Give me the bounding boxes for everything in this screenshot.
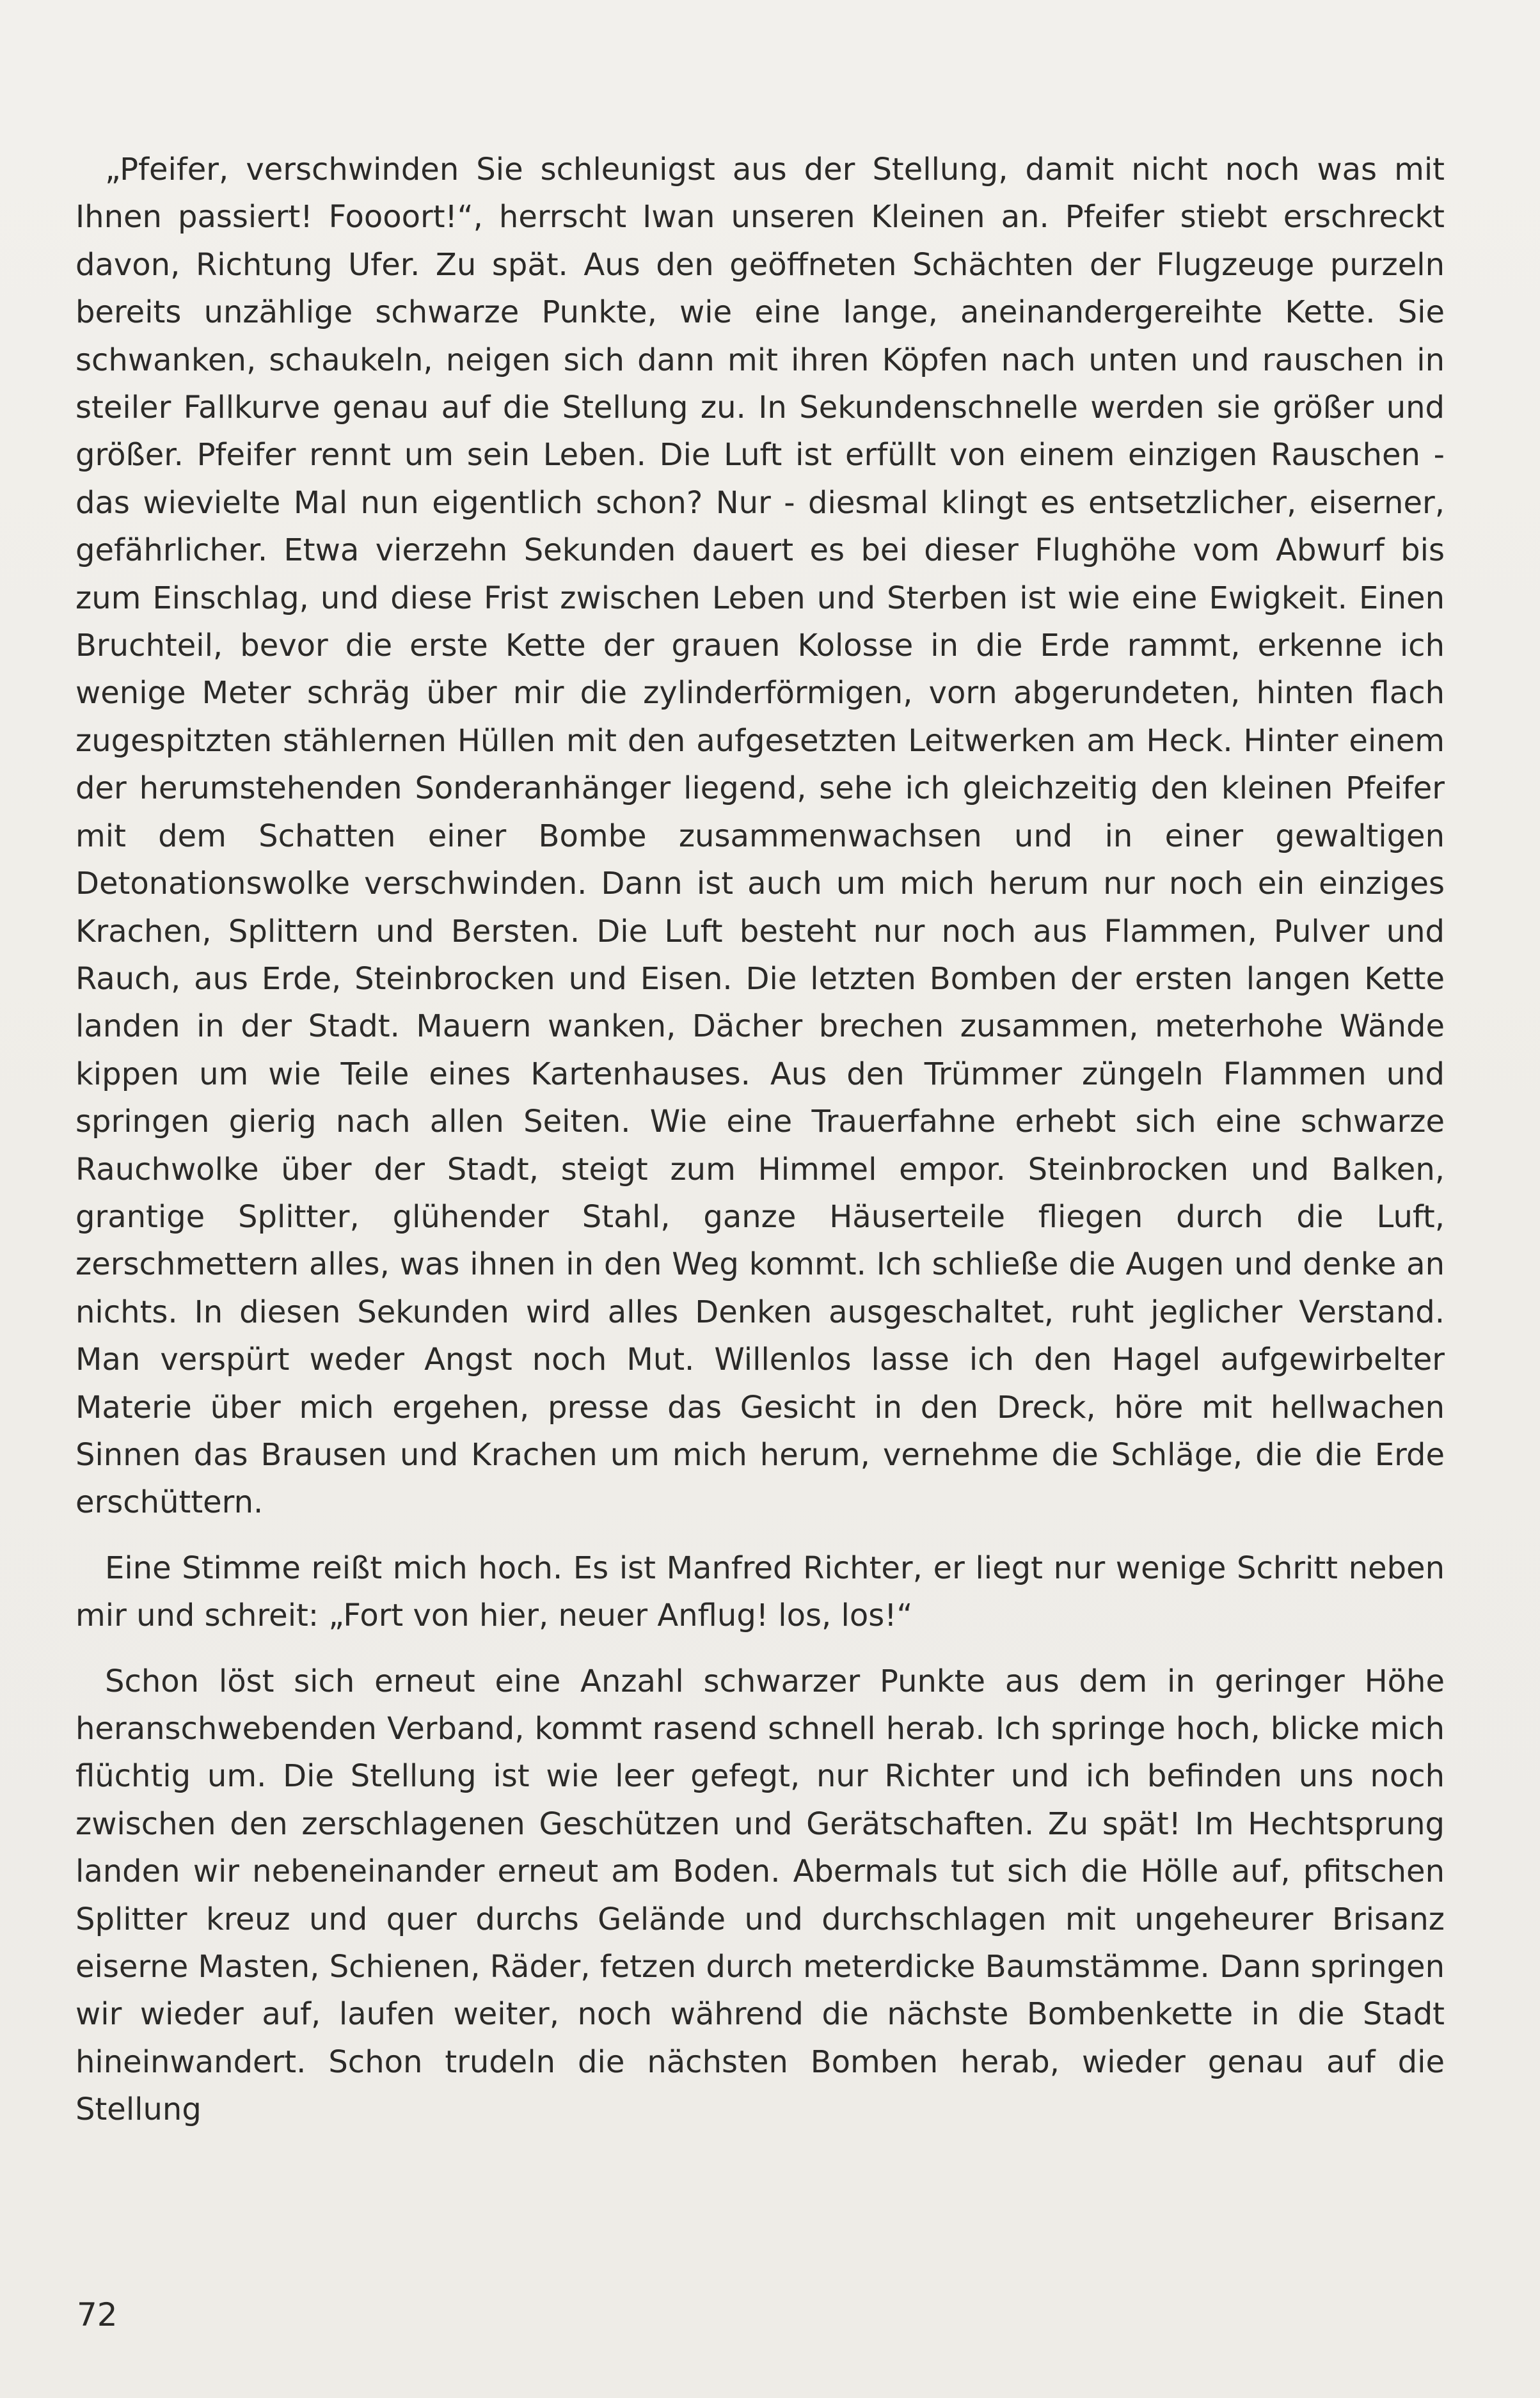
paragraph-1: „Pfeifer, verschwinden Sie schleunigst aus der Stellung, damit nicht noch was mit Ihnen passiert! Foooort!“, herrscht Iwan unseren Kleinen an. Pfeifer stiebt erschreckt davon, Richtung Ufer. Zu spät. Aus den geöffneten Schächten der Flugzeuge purzeln bereits unzählige schwarze Punkte, wie eine lange, aneinandergereihte Kette. Sie schwanken, schaukeln, neigen sich dann mit ihren Köpfen nach unten und rauschen in steiler Fallkurve genau auf die Stellung zu. In Sekundenschnelle werden sie größer und größer. Pfeifer rennt um sein Leben. Die Luft ist erfüllt von einem einzigen Rauschen - das wievielte Mal nun eigentlich schon? Nur - diesmal klingt es entsetzlicher, eiserner, gefährlicher. Etwa vierzehn Sekunden dauert es bei dieser Flughöhe vom Abwurf bis zum Einschlag, und diese Frist zwischen Leben und Sterben ist wie eine Ewigkeit. Einen Bruchteil, bevor die erste Kette der grauen Kolosse in die Erde rammt, erkenne ich wenige Meter schräg über mir die zylinderförmigen, vorn abgerundeten, hinten flach zugespitzten stählernen Hüllen mit den aufgesetzten Leitwerken am Heck. Hinter einem der herumstehenden Sonderanhänger liegend, sehe ich gleichzeitig den kleinen Pfeifer mit dem Schatten einer Bombe zusammenwachsen und in einer gewaltigen Detonationswolke verschwinden. Dann ist auch um mich herum nur noch ein einziges Krachen, Splittern und Bersten. Die Luft besteht nur noch aus Flammen, Pulver und Rauch, aus Erde, Steinbrocken und Eisen. Die letzten Bomben der ersten langen Kette landen in der Stadt. Mauern wanken, Dächer brechen zusammen, meterhohe Wände kippen um wie Teile eines Kartenhauses. Aus den Trümmer züngeln Flammen und springen gierig nach allen Seiten. Wie eine Trauerfahne erhebt sich eine schwarze Rauchwolke über der Stadt, steigt zum Himmel empor. Steinbrocken und Balken, grantige Splitter, glühender Stahl, ganze Häuserteile fliegen durch die Luft, zerschmettern alles, was ihnen in den Weg kommt. Ich schließe die Augen und denke an nichts. In diesen Sekunden wird alles Denken ausgeschaltet, ruht jeglicher Verstand. Man verspürt weder Angst noch Mut. Willenlos lasse ich den Hagel aufgewirbelter Materie über mich ergehen, presse das Gesicht in den Dreck, höre mit hellwachen Sinnen das Brausen und Krachen um mich herum, vernehme die Schläge, die die Erde erschüttern. (75, 152, 1445, 1521)
body-text (75, 146, 1445, 2134)
page-number: 72 (77, 2296, 118, 2333)
paragraph-2: Eine Stimme reißt mich hoch. Es ist Manfred Richter, er liegt nur wenige Schritt neben mir und schreit: „Fort von hier, neuer Anflug! los, los!“ (75, 1550, 1445, 1634)
paragraph-3: Schon löst sich erneut eine Anzahl schwarzer Punkte aus dem in geringer Höhe heranschwebenden Verband, kommt rasend schnell herab. Ich springe hoch, blicke mich flüchtig um. Die Stellung ist wie leer gefegt, nur Richter und ich befinden uns noch zwischen den zerschlagenen Geschützen und Gerätschaften. Zu spät! Im Hechtsprung landen wir nebeneinander erneut am Boden. Abermals tut sich die Hölle auf, pfitschen Splitter kreuz und quer durchs Gelände und durchschlagen mit ungeheurer Brisanz eiserne Masten, Schienen, Räder, fetzen durch meterdicke Baumstämme. Dann springen wir wieder auf, laufen weiter, noch während die nächste Bombenkette in die Stadt hineinwandert. Schon trudeln die nächsten Bomben herab, wieder genau auf die Stellung (75, 1663, 1445, 2128)
